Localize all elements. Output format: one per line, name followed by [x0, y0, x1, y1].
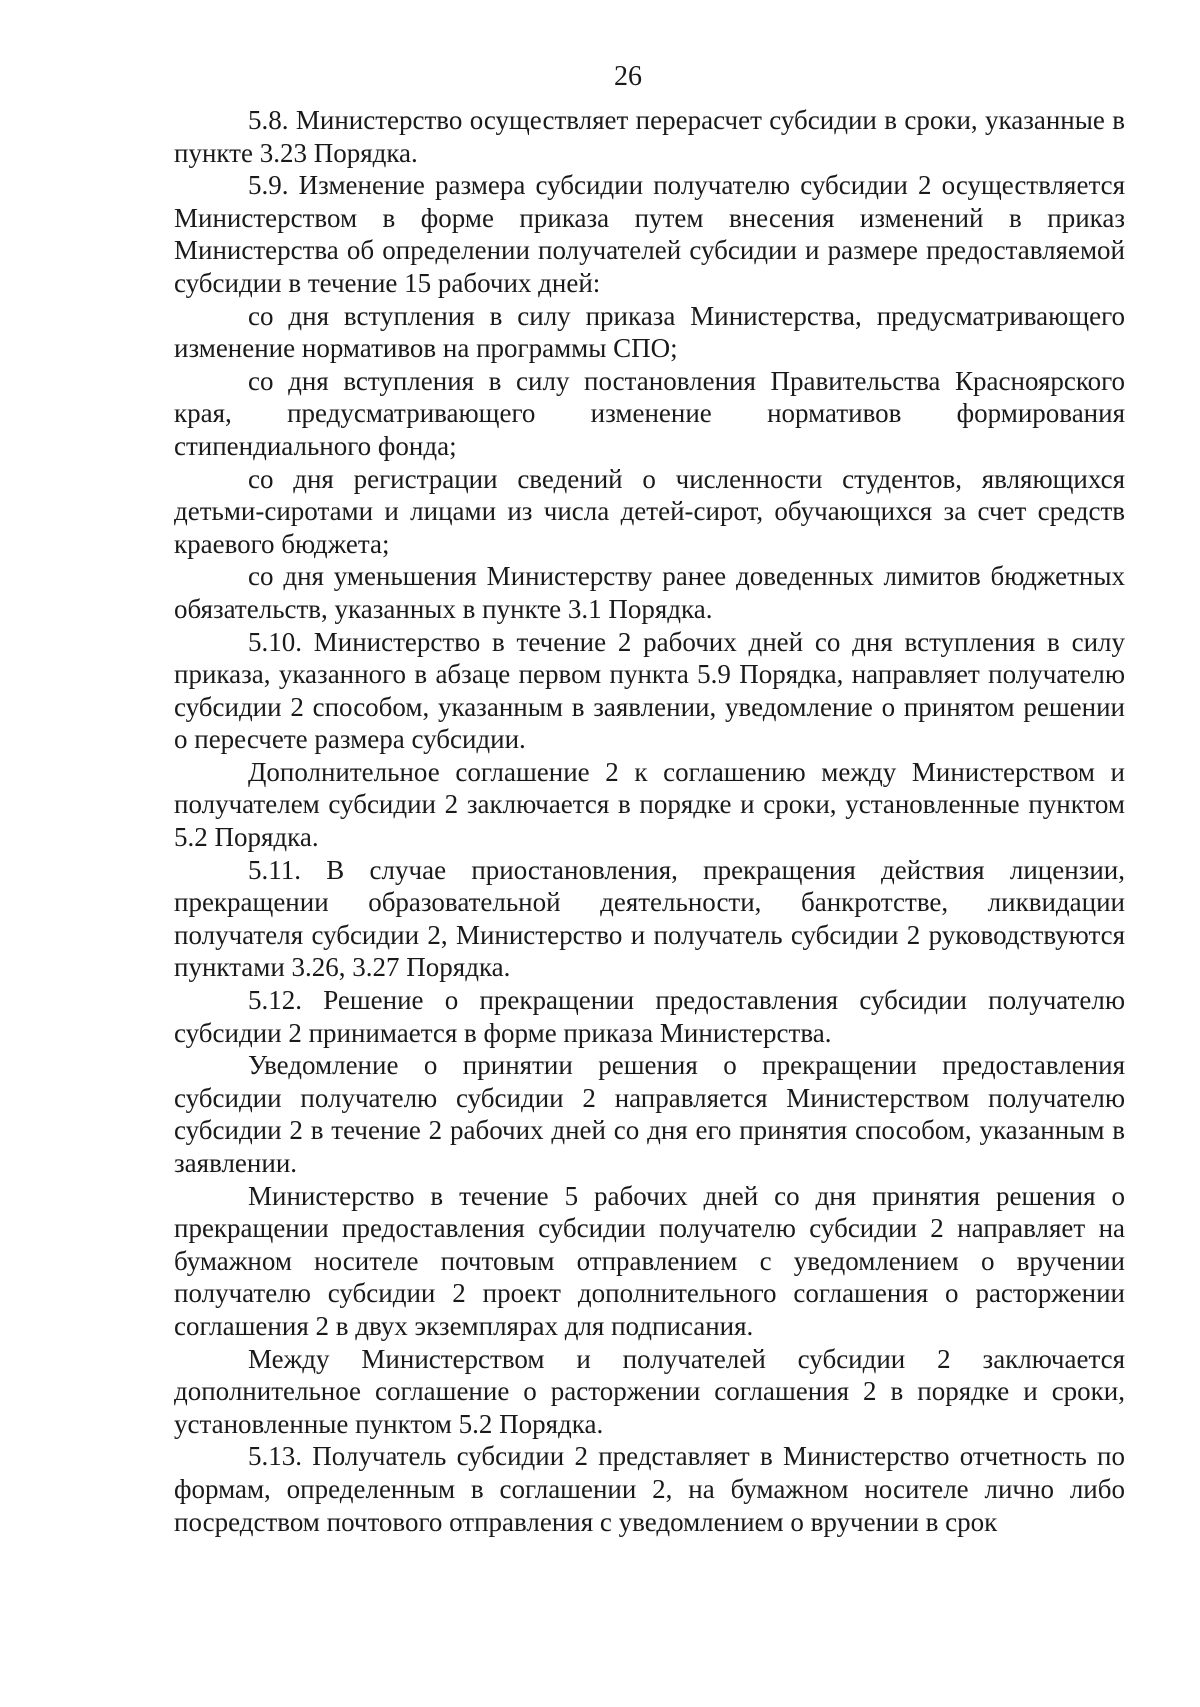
paragraph-5-12-termination: Между Министерством и получателей субсидии 2 заключается дополнительное соглашение о расторжении соглашения 2 в порядке и сроки, установленные пунктом 5.2 Порядка. [174, 1343, 1125, 1439]
paragraph-5-8: 5.8. Министерство осуществляет перерасчет субсидии в сроки, указанные в пункте 3.23 Порядка. [174, 105, 1125, 168]
paragraph-5-12: 5.12. Решение о прекращении предоставления субсидии получателю субсидии 2 принимается в форме приказа Министерства. [174, 985, 1125, 1048]
page-number: 26 [614, 61, 642, 92]
paragraph-5-9-item-2: со дня вступления в силу постановления Правительства Красноярского края, предусматривающего изменение нормативов формирования стипендиального фонда; [174, 365, 1125, 461]
paragraph-5-11: 5.11. В случае приостановления, прекращения действия лицензии, прекращении образовательной деятельности, банкротстве, ликвидации получателя субсидии 2, Министерство и получатель субсидии 2 руководствуются пунктами 3.26, 3.27 Порядка. [174, 854, 1125, 983]
paragraph-5-9-item-3: со дня регистрации сведений о численности студентов, являющихся детьми-сиротами и лицами из числа детей-сирот, обучающихся за счет средств краевого бюджета; [174, 463, 1125, 559]
paragraph-5-9-item-4: со дня уменьшения Министерству ранее доведенных лимитов бюджетных обязательств, указанных в пункте 3.1 Порядка. [174, 561, 1125, 624]
paragraph-5-12-ministry: Министерство в течение 5 рабочих дней со дня принятия решения о прекращении предоставления субсидии получателю субсидии 2 направляет на бумажном носителе почтовым отправлением с уведомлением о вручении получателю субсидии 2 проект дополнительного соглашения о расторжении соглашения 2 в двух экземплярах для подписания. [174, 1180, 1125, 1341]
paragraph-5-9-item-1: со дня вступления в силу приказа Министерства, предусматривающего изменение нормативов на программы СПО; [174, 300, 1125, 364]
paragraph-5-13: 5.13. Получатель субсидии 2 представляет в Министерство отчетность по формам, определенным в соглашении 2, на бумажном носителе лично либо посредством почтового отправления с уведомлением о вручении в срок [174, 1441, 1125, 1537]
paragraph-5-10: 5.10. Министерство в течение 2 рабочих дней со дня вступления в силу приказа, указанного в абзаце первом пункта 5.9 Порядка, направляет получателю субсидии 2 способом, указанным в заявлении, уведомление о принятом решении о пересчете размера субсидии. [174, 626, 1125, 755]
paragraph-5-9: 5.9. Изменение размера субсидии получателю субсидии 2 осуществляется Министерством в форме приказа путем внесения изменений в приказ Министерства об определении получателей субсидии и размере предоставляемой субсидии в течение 15 рабочих дней: [174, 170, 1125, 298]
paragraph-5-12-notice: Уведомление о принятии решения о прекращении предоставления субсидии получателю субсидии 2 направляется Министерством получателю субсидии 2 в течение 2 рабочих дней со дня его принятия способом, указанным в заявлении. [174, 1050, 1125, 1178]
document-body [174, 104, 1125, 1538]
paragraph-5-10-continued: Дополнительное соглашение 2 к соглашению между Министерством и получателем субсидии 2 заключается в порядке и сроки, установленные пунктом 5.2 Порядка. [174, 756, 1125, 853]
